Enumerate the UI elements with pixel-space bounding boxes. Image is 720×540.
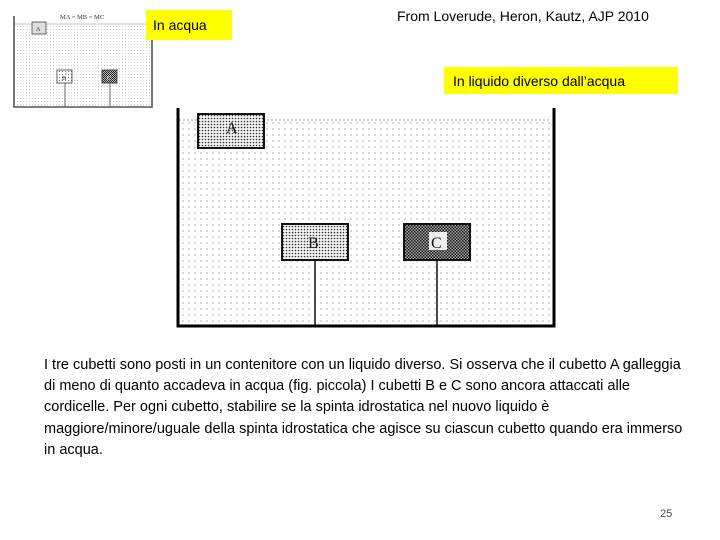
small-water bbox=[15, 24, 151, 106]
small-cube-c-label: C bbox=[107, 76, 112, 82]
problem-description: I tre cubetti sono posti in un contenitore con un liquido diverso. Si osserva che il cubetto A galleggia di meno di quanto accadeva in acqua (fig. piccola) I cubetti B e C sono ancora attaccati alle cordicelle. Per ogni cubetto, stabilire se la spinta idrostatica nel nuovo liquido è maggiore/minore/uguale della spinta idrostatica che agisce su ciascun cubetto quando era immerso in acqua. bbox=[44, 357, 683, 458]
large-figure-liquid bbox=[174, 108, 560, 330]
label-in-liquido bbox=[444, 67, 678, 94]
cube-a-label: A bbox=[226, 120, 238, 137]
small-figure-water bbox=[10, 10, 156, 110]
small-equation: MA = MB = MC bbox=[60, 14, 105, 21]
label-in-liquido-text: In liquido diverso dall’acqua bbox=[453, 72, 625, 89]
small-cube-b-label: B bbox=[62, 76, 67, 82]
label-in-acqua-text: In acqua bbox=[153, 17, 207, 33]
page-number: 25 bbox=[660, 508, 673, 520]
cube-c-label: C bbox=[431, 235, 442, 252]
small-cube-a-label: A bbox=[36, 27, 41, 33]
liquid-region bbox=[179, 120, 551, 322]
cube-b-label: B bbox=[308, 235, 319, 252]
citation: From Loverude, Heron, Kautz, AJP 2010 bbox=[397, 8, 649, 24]
label-in-acqua bbox=[146, 10, 232, 40]
